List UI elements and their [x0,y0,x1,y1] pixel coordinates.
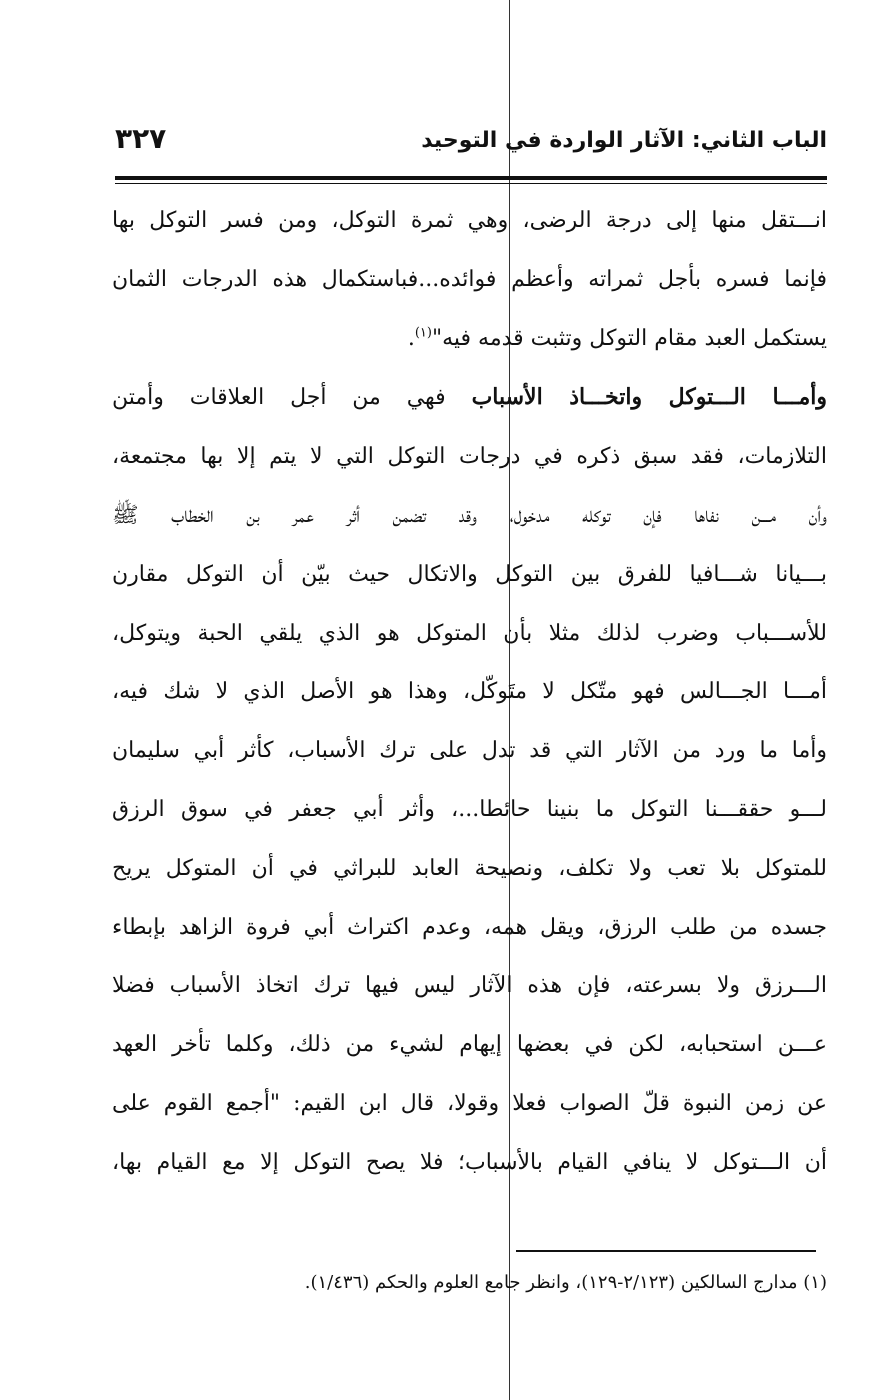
text-line [112,310,827,369]
header-rule-thin [115,183,827,184]
text-line: بـــيانا شـــافيا للفرق بين التوكل والاتكال حيث بيّن أن التوكل مقارن [112,561,827,587]
running-header [115,122,827,172]
text-line: فإنما فسره بأجل ثمراته وأعظم فوائده...فباستكمال هذه الدرجات الثمان [112,266,827,292]
text-line [112,368,827,428]
footnote: (١) مدارج السالكين (٢/١٢٣-١٢٩)، وانظر جامع العلوم والحكم (١/٤٣٦). [304,1272,827,1293]
text-line: للأســـباب وضرب لذلك مثلا بأن المتوكل هو الذي يلقي الحبة ويتوكل، [112,620,827,646]
section-heading-inline: وأمـــا الـــتوكل واتخـــاذ الأسباب [471,384,827,411]
text-line: عـــن استحبابه، لكن في بعضها إيهام لشيء من ذلك، وكلما تأخر العهد [112,1032,827,1058]
text-line: أمـــا الجـــالس فهو متّكل لا متَوكّل، وهذا هو الأصل الذي لا شك فيه، [112,679,827,705]
sentence-end: . [407,325,415,351]
text-line: جسده من طلب الرزق، ويقل همه، وعدم اكتراث أبي فروة الزاهد بإبطاء [112,914,827,940]
chapter-title: الباب الثاني: الآثار الواردة في التوحيد [421,128,827,153]
text-line: التلازمات، فقد سبق ذكره في درجات التوكل التي لا يتم إلا بها مجتمعة، [112,444,827,470]
text-line: أن الـــتوكل لا ينافي القيام بالأسباب؛ فلا يصح التوكل إلا مع القيام بها، [112,1149,827,1175]
text-line: للمتوكل بلا تعب ولا تكلف، ونصيحة العابد للبراثي في أن المتوكل يريح [112,855,827,881]
text-line: عن زمن النبوة قلّ الصواب فعلا وقولا، قال ابن القيم: "أجمع القوم على [112,1090,827,1116]
text-line: وأن مـــن نفاها فإن توكله مدخول، وقد تضمن أثر عمر بن الخطاب ﷺ [112,502,827,528]
footnote-separator [516,1250,816,1252]
text-line: وأما ما ورد من الآثار التي قد تدل على ترك الأسباب، كأثر أبي سليمان [112,738,827,764]
text-connector: فهي [406,385,446,411]
header-rule-thick [115,176,827,180]
footnote-reference: (١) [414,325,432,341]
page-number: ٣٢٧ [115,122,167,155]
text-line-content: من أجل العلاقات وأمتن [112,385,381,411]
text-line-content: يستكمل العبد مقام التوكل وتثبت قدمه فيه" [431,325,827,351]
body-text [112,192,827,1193]
text-line: انـــتقل منها إلى درجة الرضى، وهي ثمرة التوكل، ومن فسر التوكل بها [112,208,827,233]
text-line: الـــرزق ولا بسرعته، فإن هذه الآثار ليس فيها ترك اتخاذ الأسباب فضلا [112,973,827,999]
text-line: لـــو حققـــنا التوكل ما بنينا حائطا...، وأثر أبي جعفر في سوق الرزق [112,796,827,822]
